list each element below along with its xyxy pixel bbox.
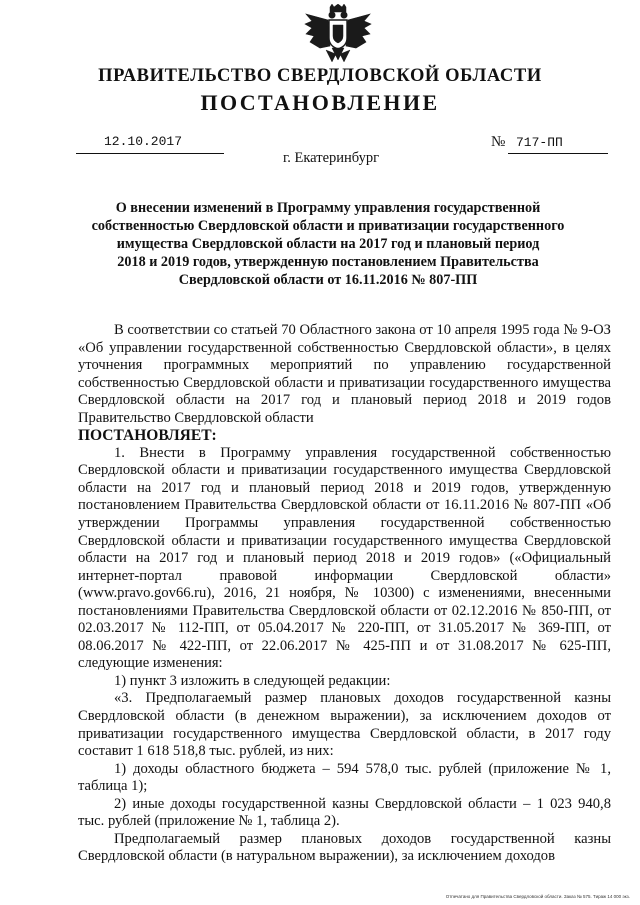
document-body [78,322,611,866]
intro-paragraph: В соответствии со статьей 70 Областного закона от 10 апреля 1995 года № 9-ОЗ «Об управлении государственной собственностью Свердловской области», в целях уточнения программных мероприятий по управлению государственной собственностью Свердловской области и приватизации государственного имущества Свердловской области на 2017 год и плановый период 2018 и 2019 годов Правительство Свердловской области [78,322,611,426]
heading-line: Свердловской области от 16.11.2016 № 807-ПП [178,272,478,288]
city: г. Екатеринбург [282,150,380,166]
quoted-item-1: 1) доходы областного бюджета – 594 578,0 тыс. рублей (приложение № 1, таблица 1); [78,760,611,795]
quoted-item-2: 2) иные доходы государственной казны Свердловской области – 1 023 940,8 тыс. рублей (приложение № 1, таблица 2). [78,795,611,830]
coat-of-arms-icon [302,4,374,66]
government-name: ПРАВИТЕЛЬСТВО СВЕРДЛОВСКОЙ ОБЛАСТИ [98,66,542,86]
document-date: 12.10.2017 [104,134,183,149]
heading-line: О внесении изменений в Программу управления государственной [115,200,541,216]
number-sign: № [491,134,506,150]
resolves-heading: ПОСТАНОВЛЯЕТ: [78,427,217,445]
heading-line: 2018 и 2019 годов, утвержденную постановлением Правительства [117,254,539,270]
document-heading [78,199,578,289]
document-type: ПОСТАНОВЛЕНИЕ [200,90,440,115]
heading-line: имущества Свердловской области на 2017 год и плановый период [116,236,540,252]
item-1-paragraph: 1. Внести в Программу управления государственной собственностью Свердловской области и приватизации государственного имущества Свердловской области на 2017 год и плановый период 2018 и 2019 годов, утвержденную постановлением Правительства Свердловской области от 16.11.2016 № 807-ПП «Об утверждении Программы управления государственной собственностью Свердловской области и приватизации государственного имущества Свердловской области на 2017 год и плановый период 2018 и 2019 годов» («Официальный интернет-портал правовой информации Свердловской области» (www.pravo.gov66.ru), 2016, 21 ноября, № 10300) с изменениями, внесенными постановлениями Правительства Свердловской области от 02.12.2016 № 850-ПП, от 02.03.2017 № 112-ПП, от 05.04.2017 № 220-ПП, от 31.05.2017 № 369-ПП, от 08.06.2017 № 422-ПП, от 22.06.2017 № 425-ПП и от 31.08.2017 № 625-ПП, следующие изменения: [78,444,611,672]
print-note: Отпечатано для Правительства Свердловской области. Заказ № 575. Тираж 14 000 экз. [445,894,630,899]
quoted-paragraph-2: Предполагаемый размер плановых доходов государственной казны Свердловской области (в натуральном выражении), за исключением доходов [78,830,611,865]
quoted-paragraph: «3. Предполагаемый размер плановых доходов государственной казны Свердловской области (в денежном выражении), за исключением доходов от приватизации государственного имущества Свердловской области, в 2017 году составит 1 618 518,8 тыс. рублей, из них: [78,690,611,760]
heading-line: собственностью Свердловской области и приватизации государственного [91,218,565,234]
document-number: 717-ПП [516,135,563,150]
sub-item-1: 1) пункт 3 изложить в следующей редакции: [114,672,391,689]
